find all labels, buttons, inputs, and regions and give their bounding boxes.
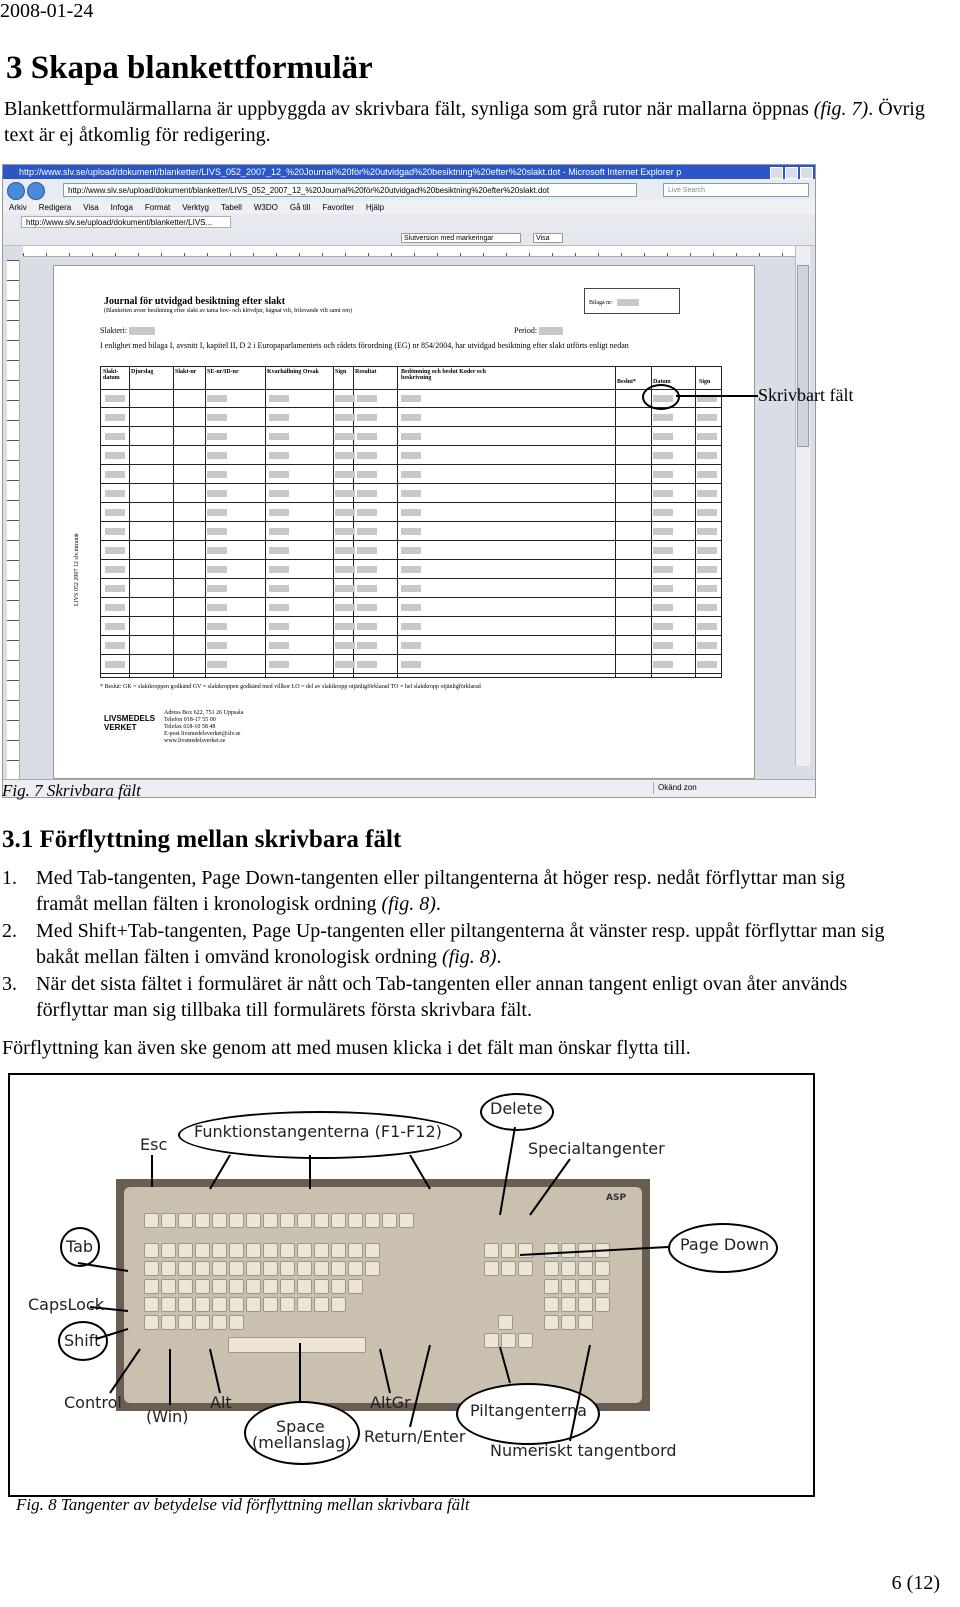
grid-line [265,367,266,677]
form-field[interactable] [697,585,717,592]
label-mellanslag: (mellanslag) [252,1433,352,1452]
list-text: Med Tab-tangenten, Page Down-tangenten eller piltangenterna åt höger resp. nedåt förflyttar man sig framåt mellan fälten i kronologisk ordning [36,867,846,915]
list-number: 2. [2,920,17,942]
form-field[interactable] [697,414,717,421]
form-field[interactable] [105,623,125,630]
label-function-keys: Funktionstangenterna (F1-F12) [194,1122,442,1141]
figure-8-caption: Fig. 8 Tangenter av betydelse vid förflyttning mellan skrivbara fält [16,1495,470,1514]
form-field[interactable] [105,433,125,440]
column-header: Kvarhållning Orsak [267,369,319,375]
figure-7-screenshot [2,164,816,798]
menu-item[interactable]: Redigera [38,203,72,212]
form-field[interactable] [335,528,355,535]
mouse-paragraph: Förflyttning kan även ske genom att med musen klicka i det fält man önskar flytta till. [2,1037,691,1059]
form-field[interactable] [653,490,673,497]
form-field[interactable] [269,509,289,516]
form-field[interactable] [653,623,673,630]
view-dropdown[interactable]: Visa [533,233,563,243]
label-tab: Tab [66,1237,94,1256]
intro-paragraph [4,96,944,148]
document-page [53,265,755,779]
form-field[interactable] [697,604,717,611]
form-field[interactable] [357,623,377,630]
form-field[interactable] [269,528,289,535]
list-number: 3. [2,973,17,995]
instruction-list [2,865,902,1024]
form-field[interactable] [653,433,673,440]
menu-item[interactable]: Visa [83,203,99,212]
address-input[interactable]: http://www.slv.se/upload/dokument/blanketter/LIVS_052_2007_12_%20Journal%20för%20utvidgad%20besiktning%20efter%20slakt.dot [63,183,637,197]
form-field[interactable] [207,395,227,402]
label-control: Control [64,1393,122,1412]
form-field[interactable] [357,452,377,459]
form-field[interactable] [697,661,717,668]
grid-line [129,367,130,677]
list-end: . [496,946,502,968]
column-header: Sign [699,379,711,385]
back-icon[interactable] [7,182,25,200]
figure-7-caption: Fig. 7 Skrivbara fält [2,781,141,800]
form-field[interactable] [129,327,155,335]
form-field[interactable] [269,566,289,573]
form-field[interactable] [105,452,125,459]
bilaga-box [584,288,680,314]
form-field[interactable] [105,566,125,573]
enligt-text: I enlighet med bilaga I, avsnitt I, kapitel II, D 2 i Europaparlamentets och rådets förordning (EG) nr 854/2004, har utvidgad besiktning efter slakt utförts enligt nedan [100,341,629,350]
form-field[interactable] [653,509,673,516]
form-field[interactable] [269,604,289,611]
form-field[interactable] [357,604,377,611]
intro-text-2: . Övrig text är ej åtkomlig för redigering. [4,98,925,146]
label-esc: Esc [140,1135,168,1154]
form-field[interactable] [105,414,125,421]
grid-line [101,597,721,598]
grid-line [397,367,398,677]
contact-line: E-post livsmedelsverket@slv.se [164,731,241,737]
minimize-icon[interactable] [770,167,783,179]
scrollbar-thumb[interactable] [797,265,809,447]
side-text: LIVS 052 2007 12 slv.intranät [74,533,80,606]
form-field[interactable] [357,547,377,554]
form-field[interactable] [335,604,355,611]
form-field[interactable] [697,509,717,516]
form-field[interactable] [401,509,421,516]
form-field[interactable] [207,661,227,668]
form-field[interactable] [401,547,421,554]
form-field[interactable] [401,604,421,611]
browser-tab[interactable]: http://www.slv.se/upload/dokument/blanketter/LIVS... [21,216,231,228]
form-field[interactable] [357,661,377,668]
form-field[interactable] [335,566,355,573]
form-field[interactable] [653,585,673,592]
form-field[interactable] [697,452,717,459]
form-field[interactable] [653,414,673,421]
form-field[interactable] [269,642,289,649]
window-title: http://www.slv.se/upload/dokument/blanketter/LIVS_052_2007_12_%20Journal%20för%20utvidgad%20besiktning%20efter%20slakt.dot - Microsoft Internet Explorer p [19,167,682,177]
grid-line [101,673,721,674]
subsection-title: 3.1 Förflyttning mellan skrivbara fält [2,826,402,853]
label-delete: Delete [490,1099,543,1118]
form-field[interactable] [401,566,421,573]
form-field[interactable] [401,642,421,649]
form-field[interactable] [335,414,355,421]
form-field[interactable] [357,585,377,592]
column-header: Beslut* [617,379,637,385]
column-header: Djurslag [131,369,154,375]
highlight-circle [642,384,680,410]
form-field[interactable] [401,433,421,440]
grid-line [101,559,721,560]
form-field[interactable] [269,452,289,459]
column-header: Bedömning och beslut Koder och beskrivning [401,369,486,381]
grid-line [651,367,652,677]
form-field[interactable] [357,642,377,649]
form-field[interactable] [357,433,377,440]
form-field[interactable] [401,490,421,497]
label-page-down: Page Down [680,1235,770,1254]
form-field[interactable] [105,490,125,497]
form-field[interactable] [653,547,673,554]
form-field[interactable] [269,661,289,668]
form-field[interactable] [335,471,355,478]
column-header: Datum [653,379,671,385]
column-header: Slakt-datum [103,369,120,381]
form-field[interactable] [207,528,227,535]
list-text: När det sista fältet i formuläret är nått och Tab-tangenten eller annan tangent enligt ovan åter används förflyttar man sig tillbaka till formulärets första skrivbara fält. [36,973,848,1021]
form-field[interactable] [207,490,227,497]
intro-fig-ref: (fig. 7) [813,98,869,120]
list-number: 1. [2,867,17,889]
label-win: (Win) [146,1407,189,1426]
form-field[interactable] [105,642,125,649]
list-text: Med Shift+Tab-tangenten, Page Up-tangenten eller piltangenterna åt vänster resp. uppåt förflyttar man sig bakåt mellan fälten i omvänd kronologisk ordning [36,920,885,968]
form-field[interactable] [335,623,355,630]
slakteri-row [100,326,155,335]
menu-item[interactable]: Format [144,203,171,212]
form-field[interactable] [697,566,717,573]
annotation-label: Skrivbart fält [758,385,854,405]
form-field[interactable] [653,642,673,649]
menu-item[interactable]: Hjälp [365,203,385,212]
bilaga-label: Bilaga nr: [589,299,613,306]
maximize-icon[interactable] [785,167,798,179]
menu-item[interactable]: Arkiv [9,203,27,212]
fig-ref: (fig. 8) [442,946,497,968]
list-item [2,918,902,970]
column-header: Resultat [355,369,377,375]
grid-line [101,426,721,427]
form-field[interactable] [335,547,355,554]
grid-line [101,540,721,541]
security-zone: Okänd zon [653,782,758,794]
form-field[interactable] [335,452,355,459]
form-field[interactable] [207,566,227,573]
grid-line [101,407,721,408]
form-field[interactable] [697,490,717,497]
form-field[interactable] [401,471,421,478]
label-special-keys: Specialtangenter [528,1139,665,1158]
menu-item[interactable]: Infoga [110,203,133,212]
contact-info [164,710,243,745]
form-field[interactable] [207,547,227,554]
intro-text-1: Blankettformulärmallarna är uppbyggda av skrivbara fält, synliga som grå rutor när mallarna öppnas [4,98,814,120]
menu-item[interactable]: Gå till [289,203,311,212]
slv-logo: LIVSMEDELS VERKET [104,714,156,732]
contact-line: Telefon 018-17 55 00 [164,717,216,723]
figure-8-keyboard [8,1073,815,1497]
label-altgr: AltGr [370,1393,411,1412]
form-field[interactable] [207,585,227,592]
form-field[interactable] [207,471,227,478]
form-field[interactable] [335,642,355,649]
list-item [2,865,902,917]
column-header: SE-nr/ID-nr [207,369,239,375]
form-field[interactable] [697,528,717,535]
form-field[interactable] [401,623,421,630]
style-dropdown[interactable]: Slutversion med markeringar [401,233,521,243]
form-field[interactable] [335,661,355,668]
label-return-enter: Return/Enter [364,1427,466,1446]
form-field[interactable] [269,433,289,440]
label-capslock: CapsLock [28,1295,104,1314]
menu-bar [3,201,815,214]
grid-line [101,483,721,484]
form-field[interactable] [207,642,227,649]
form-field[interactable] [653,661,673,668]
menu-item[interactable]: W3DO [253,203,278,212]
close-icon[interactable] [800,167,813,179]
contact-line: Telefax 018-10 58 48 [164,724,216,730]
label-numeric-keypad: Numeriskt tangentbord [490,1441,677,1460]
section-title: 3 Skapa blankettformulär [6,50,373,86]
form-field[interactable] [207,604,227,611]
form-field[interactable] [207,414,227,421]
form-field[interactable] [357,566,377,573]
contact-line: www.livsmedelsverket.se [164,738,226,744]
menu-item[interactable]: Verktyg [182,203,209,212]
form-field[interactable] [401,585,421,592]
search-input[interactable]: Live Search [663,183,809,197]
form-field[interactable] [269,490,289,497]
form-field[interactable] [697,433,717,440]
form-field[interactable] [105,471,125,478]
keyboard-brand: ASP [606,1193,627,1203]
label-shift: Shift [64,1331,101,1350]
form-field[interactable] [269,395,289,402]
form-field[interactable] [105,604,125,611]
grid-line [101,445,721,446]
grid-line [101,654,721,655]
grid-line [101,521,721,522]
menu-item[interactable]: Favoriter [322,203,354,212]
form-field[interactable] [539,327,563,335]
form-field[interactable] [653,604,673,611]
list-end: . [435,893,441,915]
form-field[interactable] [653,452,673,459]
form-field[interactable] [269,623,289,630]
grid-line [101,635,721,636]
horizontal-ruler [23,246,799,257]
leader-lines [10,1075,813,1495]
grid-line [101,464,721,465]
period-row [514,326,563,335]
menu-item[interactable]: Tabell [220,203,242,212]
forward-icon[interactable] [27,182,45,200]
form-field[interactable] [401,528,421,535]
form-field[interactable] [269,471,289,478]
form-field[interactable] [335,433,355,440]
form-field[interactable] [357,490,377,497]
form-field[interactable] [357,528,377,535]
form-field[interactable] [357,395,377,402]
label-arrow-keys: Piltangenterna [470,1401,587,1420]
grid-line [205,367,206,677]
form-field[interactable] [335,509,355,516]
address-bar [3,179,815,202]
grid-line [173,367,174,677]
form-field[interactable] [697,471,717,478]
page-number: 6 (12) [891,1572,940,1594]
grid-line [695,367,696,677]
grid-line [615,367,616,677]
label-alt: Alt [210,1393,232,1412]
form-field[interactable] [335,395,355,402]
form-field[interactable] [207,509,227,516]
annotation-line [676,395,758,397]
doc-subtitle: (Blanketten avser besiktning efter slakt av tama hov- och klövdjur, hägnat vilt, frilevande vilt samt ren) [104,308,352,314]
form-field[interactable] [401,395,421,402]
word-toolbar [3,231,815,246]
form-field[interactable] [357,414,377,421]
form-field[interactable] [697,547,717,554]
grid-line [101,616,721,617]
form-field[interactable] [105,547,125,554]
label-space: Space [276,1417,325,1436]
form-field[interactable] [617,299,639,306]
form-field[interactable] [269,585,289,592]
header-date: 2008-01-24 [0,0,94,22]
form-field[interactable] [335,490,355,497]
favorites-bar [3,214,815,232]
form-field[interactable] [653,471,673,478]
grid-line [101,502,721,503]
list-item [2,971,902,1023]
window-titlebar [3,165,815,179]
slakteri-label: Slakteri: [100,326,128,335]
footnote: * Beslut: GK = slaktkroppen godkänd GV = slaktkroppen godkänd med villkor LO = del av slaktkropp otjänligförklarad TO = hel slaktkropp otjänligförklarad [100,684,481,690]
form-table [100,366,722,678]
contact-line: Adress Box 622, 751 26 Uppsala [164,710,244,716]
form-field[interactable] [401,661,421,668]
form-field[interactable] [105,585,125,592]
form-field[interactable] [401,414,421,421]
doc-title: Journal för utvidgad besiktning efter slakt [104,296,286,307]
form-field[interactable] [105,509,125,516]
form-field[interactable] [697,623,717,630]
form-field[interactable] [105,528,125,535]
form-field[interactable] [105,661,125,668]
form-field[interactable] [653,528,673,535]
form-field[interactable] [653,566,673,573]
form-field[interactable] [269,414,289,421]
form-field[interactable] [401,452,421,459]
table-header [101,367,721,390]
form-field[interactable] [357,509,377,516]
column-header: Slakt-nr [175,369,197,375]
grid-line [101,578,721,579]
form-field[interactable] [207,623,227,630]
vertical-ruler [7,260,20,780]
fig-ref: (fig. 8) [381,893,436,915]
form-field[interactable] [697,642,717,649]
form-field[interactable] [105,395,125,402]
period-label: Period: [514,326,538,335]
grid-line [333,367,334,677]
form-field[interactable] [335,585,355,592]
form-field[interactable] [357,471,377,478]
form-field[interactable] [207,433,227,440]
form-field[interactable] [207,452,227,459]
form-field[interactable] [269,547,289,554]
column-header: Sign [335,369,347,375]
